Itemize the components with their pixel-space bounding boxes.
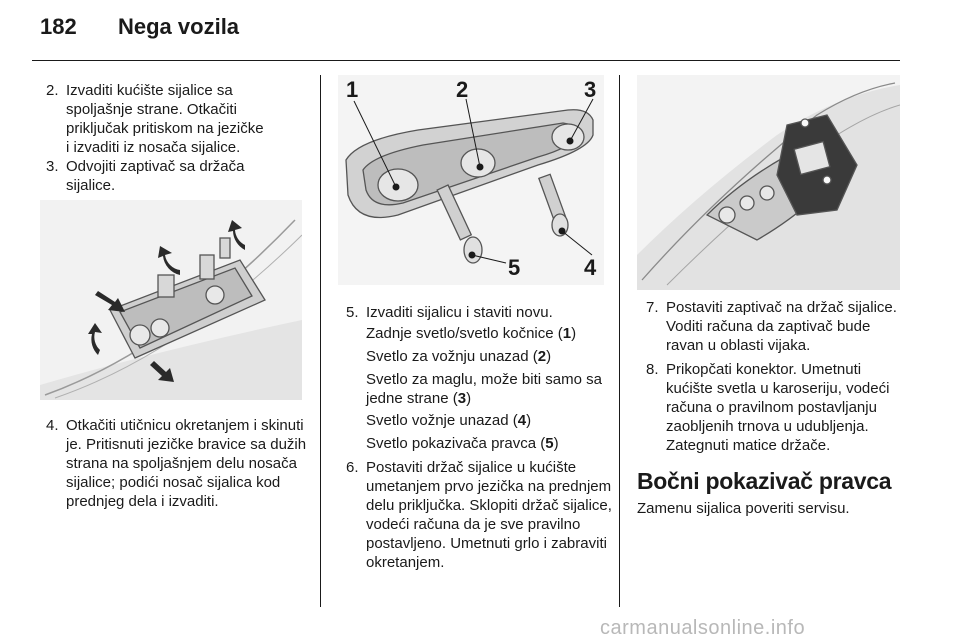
illustration-seal-placement: [637, 75, 900, 290]
illustration-bulb-holder-removal: [40, 200, 302, 400]
step-number: 5.: [346, 304, 359, 321]
bulb-item-2: Svetlo za vožnju unazad (2): [366, 348, 552, 365]
bulb-item-4: Svetlo vožnje unazad (4): [366, 412, 532, 429]
step-text: Postaviti držač sijalice u kućište umetanjem prvo jezička na prednjem delu priključka. Sklopiti držač sijalice, vodeći računa da je sve pravilno postavljeno. Umetnuti grlo i zabraviti okretanjem.: [366, 459, 612, 571]
callout-4: 4: [584, 255, 597, 280]
step-text: Postaviti zaptivač na držač sijalice. Voditi računa da zaptivač bude ravan u oblasti vijaka.: [666, 299, 897, 354]
step-number: 6.: [346, 459, 359, 476]
page-title: Nega vozila: [118, 14, 240, 39]
callout-5: 5: [508, 255, 521, 280]
column-divider-1: [320, 75, 321, 607]
section-heading: Bočni pokazivač pravca: [637, 468, 892, 494]
bulb-ref: 4: [517, 412, 527, 429]
section-body: Zamenu sijalica poveriti servisu.: [637, 500, 850, 517]
step-text: Izvaditi sijalicu i staviti novu.: [366, 304, 553, 321]
step-text: Prikopčati konektor. Umetnuti kućište svetla u karoseriju, vodeći računa o pravilnom postavljanju zaobljenih trnova u udubljenja. Zategnuti matice držače.: [666, 361, 890, 454]
header-rule: [32, 60, 900, 61]
step-number: 4.: [46, 417, 59, 434]
step-text: Izvaditi kućište sijalice sa spoljašnje strane. Otkačiti priključak pritiskom na jezičke i izvaditi iz nosača sijalice.: [66, 82, 264, 156]
step-number: 3.: [46, 158, 59, 175]
watermark: carmanualsonline.info: [600, 617, 806, 639]
callout-2: 2: [456, 77, 469, 102]
bulb-ref: 3: [457, 390, 467, 407]
step-number: 7.: [646, 299, 659, 316]
bulb-item-1: Zadnje svetlo/svetlo kočnice (1): [366, 325, 577, 342]
bulb-item-3: Svetlo za maglu, može biti samo sa jedne strane (3): [366, 371, 602, 407]
bulb-ref: 5: [545, 435, 554, 452]
step-text: Odvojiti zaptivač sa držača sijalice.: [66, 158, 245, 194]
bulb-item-5: Svetlo pokazivača pravca (5): [366, 435, 559, 452]
step-number: 8.: [646, 361, 659, 378]
bulb-positions-drawing: [338, 75, 604, 285]
callout-1: 1: [346, 77, 359, 102]
step-number: 2.: [46, 82, 59, 99]
callout-3: 3: [584, 77, 597, 102]
step-text: Otkačiti utičnicu okretanjem i skinuti je. Pritisnuti jezičke bravice sa dužih strana na spoljašnjem delu nosača sijalice; podići nosač sijalica kod prednjeg dela i izvaditi.: [66, 417, 307, 510]
illustration-bulb-positions: [338, 75, 604, 285]
bulb-ref: 1: [562, 325, 572, 342]
page-header: [40, 14, 239, 44]
column-divider-2: [619, 75, 620, 607]
seal-placement-drawing: [637, 75, 900, 290]
bulb-holder-drawing: [40, 200, 302, 400]
page-number: 182: [40, 14, 77, 39]
bulb-ref: 2: [537, 348, 547, 365]
